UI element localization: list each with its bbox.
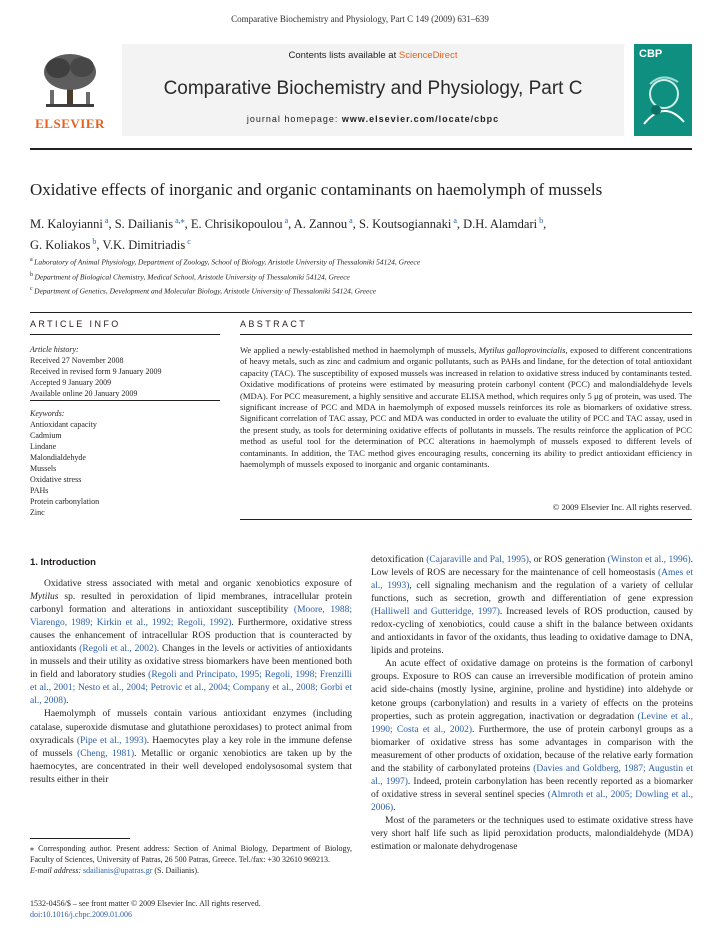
citation-link[interactable]: (Regoli and Principato, 1995; Regoli, 1998; Frenzilli et al., 2001; Nesto et al., 2004; Petrovic et al., 2004; Company et al., 2008; Gorbi et al., 2008) bbox=[30, 670, 353, 707]
species-name: Mytilus galloprovincialis bbox=[478, 345, 566, 355]
email-owner: (S. Dailianis). bbox=[152, 866, 200, 875]
citation-link[interactable]: (Halliwell and Gutteridge, 1997) bbox=[371, 607, 500, 618]
contents-available bbox=[122, 50, 624, 61]
affiliation bbox=[30, 254, 690, 269]
text: Haemolymph of mussels contain various antioxidant enzymes (including catalase, superoxide dismutase and glutathione peroxidases) to protect animal from oxyradicals bbox=[30, 709, 352, 746]
text: , cell signaling mechanism and the regulation of a variety of cellular functions, such as secretion, growth and differentiation of gene expression bbox=[371, 581, 694, 605]
citation-link[interactable]: (Ames et al., 1993) bbox=[371, 568, 693, 592]
text: An acute effect of oxidative damage on proteins is the formation of carbonyl groups. Exposure to ROS can cause an irreversible modification of protein amino acid side-chains (mostly lysine, arginine, proline and hystidine) into aldehyde or ketone groups (carbonylation) and results in a variety of effects on the proteins properties, such as protein aggregation, inactivation or degradation bbox=[371, 659, 693, 722]
elsevier-tree-icon bbox=[40, 50, 100, 110]
text: . Low levels of ROS are necessary for the maintenance of cell homeostasis bbox=[371, 555, 693, 579]
keyword-list bbox=[30, 408, 220, 518]
affiliation-text: Department of Biological Chemistry, Medical School, Aristotle University of Thessaloniki 54124, Greece bbox=[34, 272, 350, 281]
journal-title: Comparative Biochemistry and Physiology, Part C bbox=[163, 78, 583, 99]
abstract-text bbox=[240, 345, 692, 470]
body-column-left bbox=[30, 578, 352, 787]
affiliation-text: Laboratory of Animal Physiology, Department of Zoology, School of Biology, Aristotle University of Thessaloniki 54124, Greece bbox=[34, 257, 421, 267]
author-separator: , bbox=[456, 217, 464, 232]
paragraph bbox=[371, 554, 693, 658]
citation-link[interactable]: (Moore, 1988; Viarengo, 1989; Kirkin et al., 1992; Regoli, 1992) bbox=[30, 605, 352, 629]
keyword-item[interactable]: Malondialdehyde bbox=[30, 453, 86, 462]
journal-banner bbox=[122, 44, 624, 136]
citation-link[interactable]: (Pipe et al., 1993) bbox=[76, 735, 147, 746]
affiliation bbox=[30, 269, 690, 284]
text: . Increased levels of ROS production, caused by redox-cycling of xenobiotics, could cause a shift in the balance between oxidants and antioxidants in favor of the oxidants, thus leading to oxidative damage to DNA, lipids and proteins. bbox=[371, 607, 693, 657]
genus-name: Mytilus bbox=[30, 592, 59, 603]
author-name[interactable]: S. Dailianis bbox=[114, 217, 174, 232]
author-separator: , bbox=[543, 217, 547, 232]
citation-link[interactable]: (Cheng, 1981) bbox=[77, 748, 135, 759]
citation-link[interactable]: (Winston et al., 1996) bbox=[607, 555, 691, 565]
author-affiliation-marker[interactable]: b bbox=[90, 237, 97, 247]
paragraph bbox=[30, 708, 352, 786]
author-separator: , bbox=[96, 238, 103, 253]
abstract-part: We applied a newly-established method in haemolymph of mussels, bbox=[240, 345, 479, 355]
citation-link[interactable]: (Almroth et al., 2005; Dowling et al., 2006) bbox=[371, 789, 693, 813]
keyword-item[interactable]: Lindane bbox=[30, 442, 57, 451]
keywords-rule bbox=[30, 400, 220, 401]
citation-link[interactable]: (Davies and Goldberg, 1987; Augustin et al., 1997) bbox=[371, 763, 694, 787]
body-column-right bbox=[371, 554, 693, 854]
history-item: Accepted 9 January 2009 bbox=[30, 378, 112, 387]
affiliation-marker: c bbox=[30, 286, 35, 292]
text: . Furthermore, oxidative stress causes the enhancement of intracellular ROS production that is counteracted by antioxidants bbox=[30, 618, 352, 655]
email-line bbox=[30, 865, 352, 876]
author-separator: , bbox=[288, 217, 294, 232]
text: . Indeed, protein carbonylation has been recently reported as a biomarker of oxidative stress in several sentinel species bbox=[371, 776, 693, 800]
cover-title: CBP bbox=[639, 48, 663, 60]
text: . Metallic or organic xenobiotics are taken up by the haemocytes, are concentrated in their well developed endolysosomal system that results either in their bbox=[30, 748, 352, 785]
doi-link[interactable]: doi:10.1016/j.cbpc.2009.01.006 bbox=[30, 910, 132, 919]
text: sp. resulted in peroxidation of lipid membranes, intracellular protein carbonyl formation and alterations in antioxidant susceptibility bbox=[30, 592, 352, 616]
sciencedirect-link[interactable]: ScienceDirect bbox=[398, 50, 458, 61]
author-separator: , bbox=[352, 217, 359, 232]
text: . Furthermore, the use of protein carbonyl groups as a biomarker of oxidative stress has some advantages in comparison with the measurement of other products of oxidation, because of the relative early formation and the stability of carbonylated proteins bbox=[371, 724, 693, 774]
author-name[interactable]: V.K. Dimitriadis bbox=[102, 238, 186, 253]
article-info-heading: ARTICLE INFO bbox=[30, 319, 121, 329]
journal-homepage bbox=[122, 114, 624, 124]
citation-link[interactable]: (Cajaraville and Pal, 1995) bbox=[426, 555, 529, 565]
text: , or ROS generation bbox=[528, 555, 608, 565]
text: . Haemocytes play a key role in the immune defense of mussels bbox=[30, 735, 352, 759]
author-name[interactable]: M. Kaloyianni bbox=[30, 217, 103, 232]
section-heading: 1. Introduction bbox=[30, 557, 96, 568]
author-name[interactable]: D.H. Alamdari bbox=[463, 217, 538, 232]
email-link[interactable]: sdailianis@upatras.gr bbox=[83, 866, 153, 875]
text: detoxification bbox=[371, 555, 427, 565]
keyword-item[interactable]: Mussels bbox=[30, 464, 57, 473]
abstract-part: , exposed to different concentrations of heavy metals, such as zinc and cadmium and organic pollutants, such as PAHs and lindane, for the detection of total antioxidant capacity (TAC). The susceptibility of exposed mussels was increased in relation to oxidative stress induced by contaminants tested. Oxidative modifications of proteins were estimated by measuring protein carbonyl content (PCC) and malondialdehyde levels (MDA). For PCC measurement, a highly sensitive and accurate ELISA method, which requires only 5 μg of protein, was used. The significant increase of PCC and MDA in haemolymph of exposed mussels reinforces its role as biomarkers of oxidative stress. Significant correlation of TAC assay, PCC and MDA was conducted in order to evaluate the utility of PCC and TAC assay, used in the present study, as tools for determining oxidative effects of pollutants in mussels. The results reinforce the application of PCC method as useful tool for the determination of PCC alterations in haemolymph of mussels exposed to different levels of contaminants. In addition, the TAC method gives encouraging results, concerning its ability to predict antioxidant efficiency in haemolymph of mussels exposed to inorganic and organic contaminants. bbox=[240, 345, 692, 470]
paragraph bbox=[30, 578, 352, 708]
keyword-item[interactable]: Zinc bbox=[30, 508, 45, 517]
text: . bbox=[393, 802, 396, 813]
paragraph bbox=[371, 658, 693, 815]
author-name[interactable]: A. Zannou bbox=[293, 217, 348, 232]
author-separator: , bbox=[184, 217, 191, 232]
history-label: Article history: bbox=[30, 345, 79, 354]
citation-link[interactable]: (Levine et al., 1990; Costa et al., 2002) bbox=[371, 711, 693, 735]
paragraph: Most of the parameters or the techniques used to estimate oxidative stress have very short half life such as lipid peroxidation products, malondialdehyde (MDA) estimation or malonate dehydrogenase bbox=[371, 815, 693, 853]
author-affiliation-marker[interactable]: c bbox=[185, 237, 191, 247]
affiliation-list bbox=[30, 254, 690, 298]
history-item: Received 27 November 2008 bbox=[30, 356, 124, 365]
elsevier-wordmark: ELSEVIER bbox=[35, 116, 105, 131]
journal-cover[interactable] bbox=[634, 44, 692, 136]
article-info-rule bbox=[30, 334, 220, 335]
abstract-bottom-rule bbox=[240, 519, 692, 520]
author-affiliation-marker[interactable]: a bbox=[347, 216, 353, 225]
article-history bbox=[30, 344, 220, 399]
corresponding-footnote bbox=[30, 843, 352, 876]
keyword-item[interactable]: Protein carbonylation bbox=[30, 497, 100, 506]
corresponding-author: ⁎ Corresponding author. Present address: Section of Animal Biology, Department of Biology, Faculty of Sciences, University of Patras, 26 500 Patras, Greece. Tel./fax: +30 32610 969213. bbox=[30, 844, 352, 864]
copyright-notice: © 2009 Elsevier Inc. All rights reserved. bbox=[552, 502, 692, 512]
text: . bbox=[66, 696, 69, 707]
author-name[interactable]: G. Koliakos bbox=[30, 238, 91, 253]
author-affiliation-marker[interactable]: a,⁎ bbox=[173, 216, 185, 225]
article-title: Oxidative effects of inorganic and organic contaminants on haemolymph of mussels bbox=[30, 180, 603, 199]
text: Oxidative stress associated with metal and organic xenobiotics exposure of bbox=[44, 579, 352, 589]
text: . Changes in the levels or activities of antioxidants in mussels and their utility as oxidative stress biomarkers have been mentioned both in field and laboratory studies bbox=[30, 644, 352, 681]
author-list bbox=[30, 212, 670, 254]
contents-prefix: Contents lists available at bbox=[288, 50, 399, 61]
affiliation-marker: a bbox=[30, 257, 35, 263]
keyword-item[interactable]: Cadmium bbox=[30, 431, 62, 440]
author-name[interactable]: S. Koutsogiannaki bbox=[358, 217, 452, 232]
abstract-rule bbox=[240, 334, 692, 335]
article-info-rule-top bbox=[30, 312, 692, 313]
abstract-heading: ABSTRACT bbox=[240, 319, 308, 329]
author-affiliation-marker[interactable]: b bbox=[537, 216, 544, 225]
keyword-item[interactable]: Antioxidant capacity bbox=[30, 420, 97, 429]
homepage-link[interactable]: www.elsevier.com/locate/cbpc bbox=[341, 114, 500, 124]
homepage-label: journal homepage: bbox=[246, 114, 342, 124]
masthead-rule bbox=[30, 148, 692, 150]
author-affiliation-marker[interactable]: a bbox=[451, 216, 457, 225]
keyword-item[interactable]: PAHs bbox=[30, 486, 49, 495]
author-affiliation-marker[interactable]: a bbox=[282, 216, 289, 225]
author-affiliation-marker[interactable]: a bbox=[102, 216, 109, 225]
issn-line: 1532-0456/$ – see front matter © 2009 Elsevier Inc. All rights reserved. bbox=[30, 899, 261, 908]
running-head: Comparative Biochemistry and Physiology, Part C 149 (2009) 631–639 bbox=[231, 14, 489, 24]
cover-art-icon bbox=[634, 64, 692, 136]
affiliation bbox=[30, 283, 690, 298]
elsevier-logo[interactable] bbox=[30, 50, 110, 132]
citation-link[interactable]: (Regoli et al., 2002) bbox=[79, 644, 157, 655]
history-item: Received in revised form 9 January 2009 bbox=[30, 367, 162, 376]
email-label: E-mail address: bbox=[30, 866, 84, 875]
author-separator: , bbox=[108, 217, 115, 232]
keyword-item[interactable]: Oxidative stress bbox=[30, 475, 82, 484]
history-item: Available online 20 January 2009 bbox=[30, 389, 138, 398]
keywords-label: Keywords: bbox=[30, 409, 65, 418]
journal-masthead bbox=[30, 44, 692, 136]
page-footer bbox=[30, 898, 352, 920]
affiliation-marker: b bbox=[30, 271, 35, 278]
affiliation-text: Department of Genetics, Development and Molecular Biology, Aristotle University of Thessaloniki 54124, Greece bbox=[34, 286, 376, 296]
footnote-rule bbox=[30, 838, 130, 839]
author-name[interactable]: E. Chrisikopoulou bbox=[190, 217, 283, 232]
